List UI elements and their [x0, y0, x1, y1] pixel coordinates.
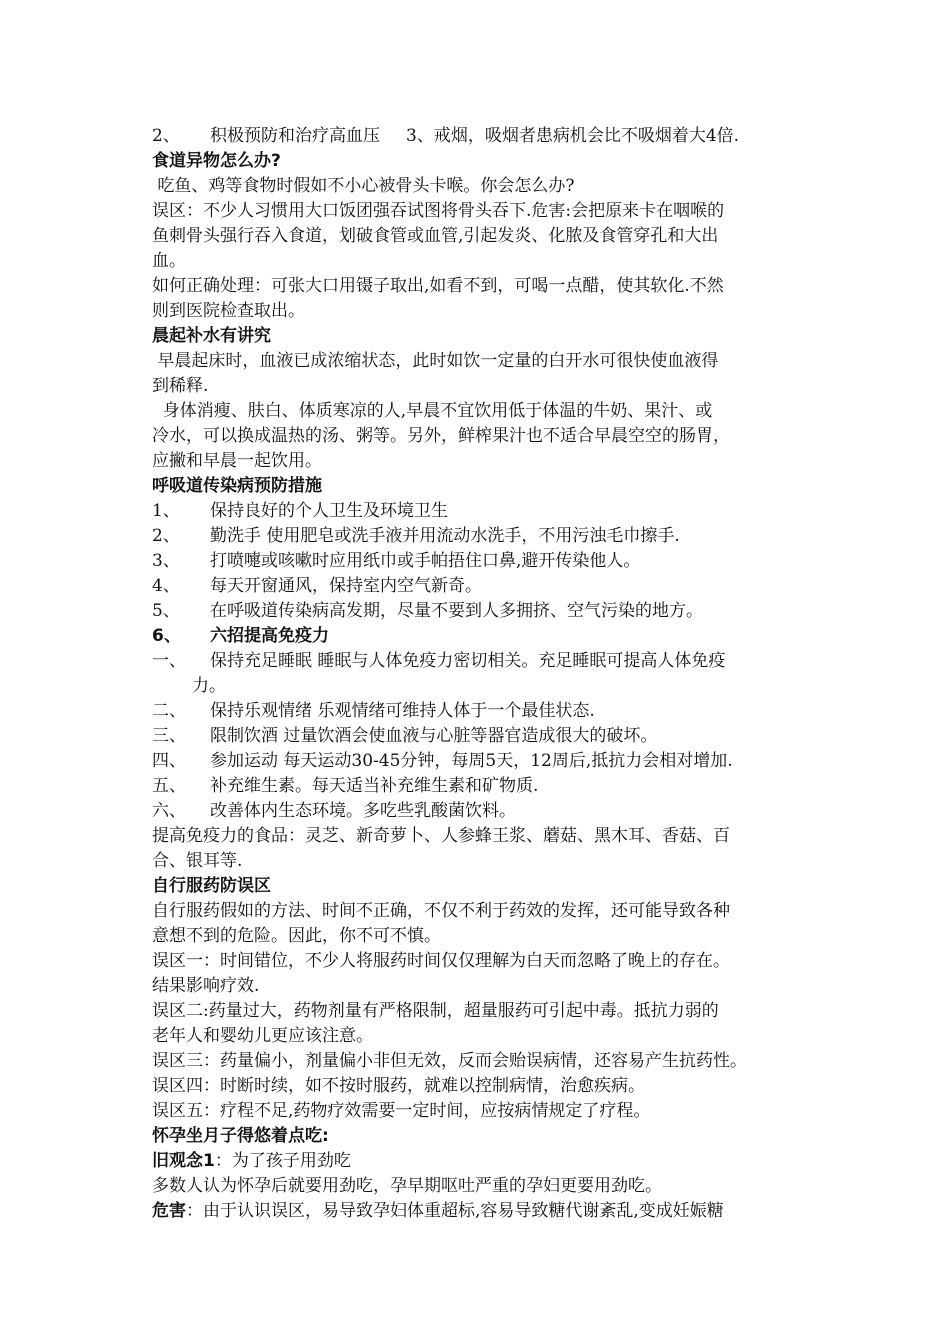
list-item [152, 549, 812, 574]
list-text: 限制饮酒 过量饮酒会使血液与心脏等器官造成很大的破坏。 [210, 726, 658, 746]
section-title-medication: 自行服药防误区 [152, 876, 271, 896]
list-number: 5、 [152, 601, 180, 621]
paragraph-line: 提高免疫力的食品：灵芝、新奇萝卜、人参蜂王浆、蘑菇、黑木耳、香菇、百 [152, 826, 730, 846]
paragraph-line: 误区三：药量偏小，剂量偏小非但无效，反而会贻误病情，还容易产生抗药性。 [152, 1051, 747, 1071]
list-text: 保持良好的个人卫生及环境卫生 [210, 501, 448, 521]
old-concept-label: 旧观念1 [152, 1151, 215, 1171]
list-text: 参加运动 每天运动30-45分钟，每周5天，12周后,抵抗力会相对增加. [210, 751, 733, 771]
paragraph-line: 误区四：时断时续，如不按时服药，就难以控制病情，治愈疾病。 [152, 1076, 645, 1096]
list-text: 保持充足睡眠 睡眠与人体免疫力密切相关。充足睡眠可提高人体免疫 [210, 651, 726, 671]
paragraph-line: 误区一：时间错位，不少人将服药时间仅仅理解为白天而忽略了晚上的存在。 [152, 951, 730, 971]
paragraph-line: 自行服药假如的方法、时间不正确，不仅不利于药效的发挥，还可能导致各种 [152, 901, 730, 921]
list-item [152, 499, 812, 524]
list-item [152, 799, 812, 824]
list-number: 1、 [152, 501, 180, 521]
paragraph-line [152, 1149, 812, 1174]
paragraph-line: 老年人和婴幼儿更应该注意。 [152, 1026, 373, 1046]
list-text: 勤洗手 使用肥皂或洗手液并用流动水洗手，不用污浊毛巾擦手. [210, 526, 680, 546]
paragraph: 吃鱼、鸡等食物时假如不小心被骨头卡喉。你会怎么办? [152, 176, 575, 196]
section-title-respiratory: 呼吸道传染病预防措施 [152, 476, 322, 496]
list-number: 3、 [152, 551, 180, 571]
document-body [152, 124, 812, 1224]
section-title-morning-water: 晨起补水有讲究 [152, 326, 271, 346]
paragraph-line: 则到医院检查取出。 [152, 301, 305, 321]
paragraph-line: 如何正确处理：可张大口用镊子取出,如看不到，可喝一点醋，使其软化.不然 [152, 276, 724, 296]
list-number: 2、 [152, 526, 180, 546]
paragraph-line: 意想不到的危险。因此，你不可不慎。 [152, 926, 441, 946]
list-number: 五、 [152, 776, 186, 796]
harm-label: 危害 [152, 1201, 186, 1221]
list-item-continuation: 力。 [192, 676, 226, 696]
paragraph-line: 误区：不少人习惯用大口饭团强吞试图将骨头吞下.危害:会把原来卡在咽喉的 [152, 201, 725, 221]
list-text: 补充维生素。每天适当补充维生素和矿物质. [210, 776, 539, 796]
list-text: 保持乐观情绪 乐观情绪可维持人体于一个最佳状态. [210, 701, 595, 721]
list-number: 三、 [152, 726, 186, 746]
paragraph-line: 冷水，可以换成温热的汤、粥等。另外，鲜榨果汁也不适合早晨空空的肠胃， [152, 426, 730, 446]
list-item [152, 699, 812, 724]
list-item [152, 774, 812, 799]
old-concept-text: ：为了孩子用劲吃 [214, 1151, 351, 1171]
list-item [152, 574, 812, 599]
list-item [152, 724, 812, 749]
paragraph-line: 早晨起床时，血液已成浓缩状态，此时如饮一定量的白开水可很快使血液得 [152, 351, 719, 371]
list-number: 2、 [152, 126, 180, 146]
list-text: 积极预防和治疗高血压 [210, 126, 380, 146]
list-text: 在呼吸道传染病高发期，尽量不要到人多拥挤、空气污染的地方。 [210, 601, 703, 621]
list-item [152, 649, 812, 674]
paragraph-line: 误区二:药量过大，药物剂量有严格限制，超量服药可引起中毒。抵抗力弱的 [152, 1001, 719, 1021]
section-title-text: 六招提高免疫力 [210, 626, 329, 646]
list-number: 二、 [152, 701, 186, 721]
paragraph-line: 多数人认为怀孕后就要用劲吃，孕早期呕吐严重的孕妇更要用劲吃。 [152, 1176, 662, 1196]
list-number: 四、 [152, 751, 186, 771]
list-item [152, 599, 812, 624]
list-number: 六、 [152, 801, 186, 821]
list-text: 每天开窗通风，保持室内空气新奇。 [210, 576, 482, 596]
top-line [152, 124, 812, 149]
list-text: 打喷嚏或咳嗽时应用纸巾或手帕捂住口鼻,避开传染他人。 [210, 551, 641, 571]
paragraph-line: 误区五：疗程不足,药物疗效需要一定时间，应按病情规定了疗程。 [152, 1101, 651, 1121]
paragraph-line: 身体消瘦、肤白、体质寒凉的人,早晨不宜饮用低于体温的牛奶、果汁、或 [152, 401, 713, 421]
paragraph-line: 合、银耳等. [152, 851, 243, 871]
list-number: 4、 [152, 576, 180, 596]
paragraph-line: 血。 [152, 251, 186, 271]
paragraph-line [152, 1199, 812, 1224]
list-number: 6、 [152, 626, 181, 646]
section-title-pregnancy: 怀孕坐月子得悠着点吃: [152, 1126, 329, 1146]
list-text: 改善体内生态环境。多吃些乳酸菌饮料。 [210, 801, 516, 821]
list-number: 一、 [152, 651, 186, 671]
section-title-immunity [152, 624, 812, 649]
harm-text: ：由于认识误区，易导致孕妇体重超标,容易导致糖代谢紊乱,变成妊娠糖 [186, 1201, 724, 1221]
list-item [152, 749, 812, 774]
paragraph-line: 到稀释. [152, 376, 209, 396]
paragraph-line: 鱼刺骨头强行吞入食道，划破食管或血管,引起发炎、化脓及食管穿孔和大出 [152, 226, 719, 246]
paragraph-line: 结果影响疗效. [152, 976, 260, 996]
paragraph-line: 应撇和早晨一起饮用。 [152, 451, 322, 471]
list-text-2: 3、戒烟，吸烟者患病机会比不吸烟着大4倍. [406, 126, 740, 146]
list-item [152, 524, 812, 549]
section-title-esophagus: 食道异物怎么办? [152, 151, 281, 171]
